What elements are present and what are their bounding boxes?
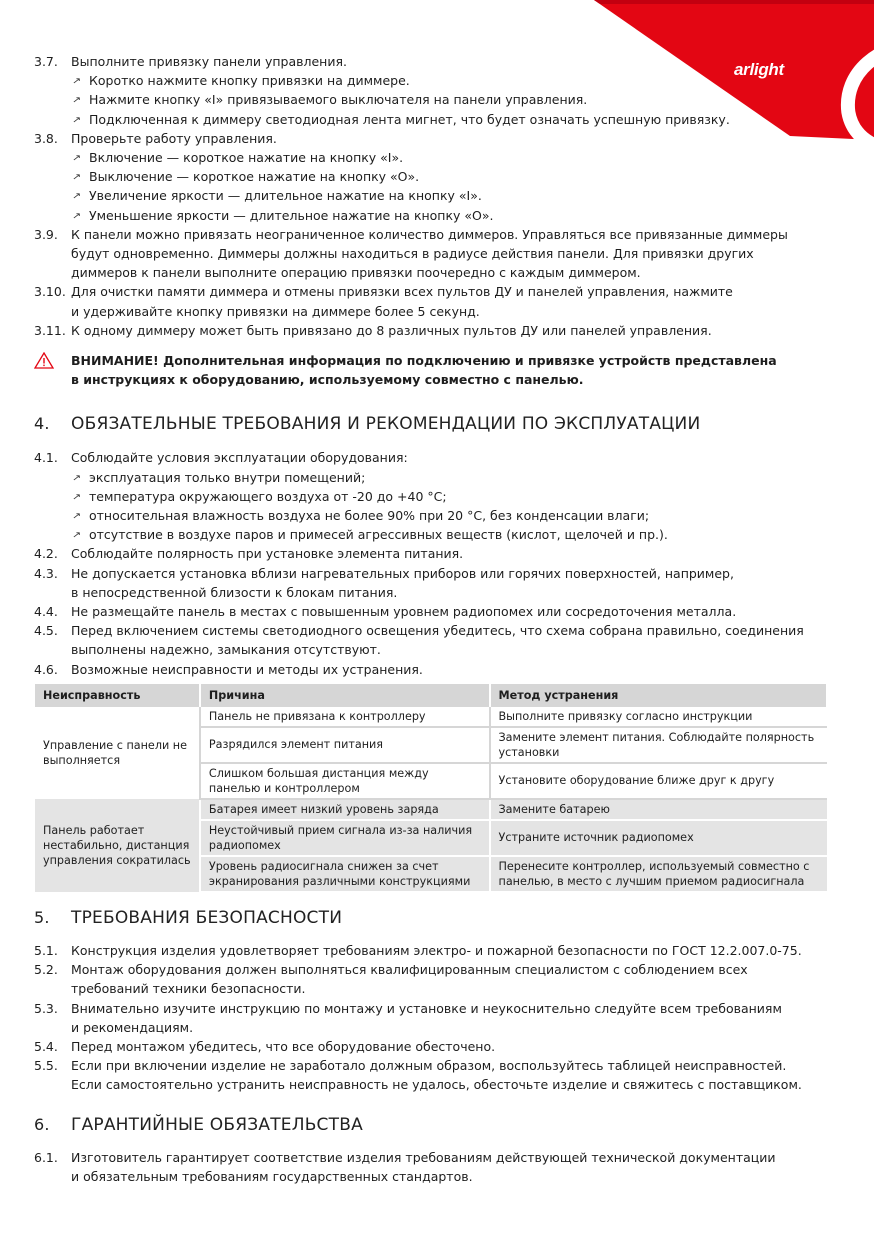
item-text: и рекомендациям. <box>71 1019 194 1035</box>
item-number <box>34 302 71 321</box>
item-number: 5.2. <box>34 962 58 978</box>
warning-line: в инструкциях к оборудованию, используемому совместно с панелью. <box>71 372 584 388</box>
item-number: 4.3. <box>34 565 58 581</box>
list-item <box>34 660 834 679</box>
item-number <box>34 1075 71 1094</box>
item-number: 4.1. <box>34 450 58 466</box>
list-item <box>34 1056 834 1075</box>
list-item <box>34 302 834 321</box>
item-number: 4.2. <box>34 546 58 562</box>
bullet-text: температура окружающего воздуха от -20 до +40 °C; <box>89 488 447 504</box>
item-number <box>34 1167 71 1186</box>
list-item <box>34 129 834 148</box>
malfunction-cell: Управление с панели не выполняется <box>35 707 200 799</box>
list-item <box>34 1167 834 1186</box>
bullet-item <box>34 167 834 186</box>
list-item <box>34 321 834 340</box>
item-number <box>34 583 71 602</box>
item-text: будут одновременно. Диммеры должны находиться в радиусе действия панели. Для привязки других <box>71 246 754 262</box>
warning-text <box>71 351 834 389</box>
list-item <box>34 52 834 71</box>
item-text: Соблюдайте условия эксплуатации оборудования: <box>71 450 408 466</box>
bullet-item <box>34 186 834 205</box>
item-text: Если самостоятельно устранить неисправность не удалось, обесточьте изделие и свяжитесь с поставщиком. <box>71 1077 802 1093</box>
item-text: Перед монтажом убедитесь, что все оборудование обесточено. <box>71 1038 496 1054</box>
remedy-cell: Перенесите контроллер, используемый совместно с панелью, в место с лучшим приемом радиосигнала <box>490 856 828 892</box>
warning-triangle-icon <box>34 351 71 389</box>
list-item <box>34 448 834 467</box>
arrow-bullet-icon: ↗ <box>72 171 82 182</box>
table-header-row <box>35 684 827 707</box>
item-text: Соблюдайте полярность при установке элемента питания. <box>71 546 464 562</box>
section-heading <box>34 1114 834 1136</box>
bullet-text: Подключенная к диммеру светодиодная лента мигнет, что будет означать успешную привязку. <box>89 111 730 127</box>
fault-table <box>35 684 828 893</box>
cause-cell: Панель не привязана к контроллеру <box>200 707 490 727</box>
cause-cell: Слишком большая дистанция между панелью и контроллером <box>200 763 490 799</box>
bullet-text: Включение — короткое нажатие на кнопку «I». <box>89 150 404 166</box>
arrow-bullet-icon: ↗ <box>72 471 82 483</box>
malfunction-cell: Панель работает нестабильно, дистанция управления сократилась <box>35 799 200 892</box>
item-number <box>34 979 71 998</box>
item-text: Внимательно изучите инструкцию по монтажу и установке и неукоснительно следуйте всем требованиям <box>71 1000 782 1016</box>
item-text: требований техники безопасности. <box>71 981 306 997</box>
bullet-item <box>34 90 834 109</box>
cause-cell: Неустойчивый прием сигнала из-за наличия радиопомех <box>200 820 490 856</box>
bullet-item <box>34 468 834 487</box>
section-title: ТРЕБОВАНИЯ БЕЗОПАСНОСТИ <box>71 907 343 928</box>
list-item <box>34 1018 834 1037</box>
bullet-text: отсутствие в воздухе паров и примесей агрессивных веществ (кислот, щелочей и пр.). <box>89 527 668 543</box>
list-item <box>34 1075 834 1094</box>
remedy-cell: Установите оборудование ближе друг к другу <box>490 763 828 799</box>
arrow-bullet-icon: ↗ <box>72 209 82 221</box>
warning-note <box>34 351 834 389</box>
item-number: 4.4. <box>34 604 58 620</box>
item-number: 3.9. <box>34 226 58 242</box>
list-item <box>34 979 834 998</box>
cause-cell: Уровень радиосигнала снижен за счет экранирования различными конструкциями <box>200 856 490 892</box>
list-item <box>34 583 834 602</box>
bullet-text: Нажмите кнопку «I» привязываемого выключателя на панели управления. <box>89 92 588 108</box>
bullet-text: Коротко нажмите кнопку привязки на диммере. <box>89 73 410 89</box>
item-text: Проверьте работу управления. <box>71 130 277 146</box>
item-number: 5.4. <box>34 1038 58 1054</box>
arrow-bullet-icon: ↗ <box>72 152 82 163</box>
section-heading <box>34 907 834 929</box>
list-item <box>34 640 834 659</box>
cause-cell: Разрядился элемент питания <box>200 727 490 763</box>
item-text: Не допускается установка вблизи нагревательных приборов или горячих поверхностей, например, <box>71 565 734 581</box>
warning-line: ВНИМАНИЕ! Дополнительная информация по подключению и привязке устройств представлена <box>71 353 777 369</box>
item-number: 3.8. <box>34 130 58 146</box>
bullet-item <box>34 487 834 506</box>
item-number <box>34 244 71 263</box>
item-text: Если при включении изделие не заработало должным образом, воспользуйтесь таблицей неисправностей. <box>71 1058 787 1074</box>
item-text: К панели можно привязать неограниченное количество диммеров. Управляться все привязанные диммеры <box>71 226 788 242</box>
item-number <box>34 640 71 659</box>
item-number: 4.5. <box>34 623 58 639</box>
item-text: и удерживайте кнопку привязки на диммере более 5 секунд. <box>71 303 480 319</box>
bullet-text: Увеличение яркости — длительное нажатие на кнопку «I». <box>89 188 482 204</box>
list-item <box>34 941 834 960</box>
item-text: и обязательным требованиям государственных стандартов. <box>71 1168 473 1184</box>
column-header: Метод устранения <box>490 684 828 707</box>
table-row <box>35 799 827 820</box>
brand-logo: arlight <box>734 60 784 79</box>
item-number: 5.1. <box>34 942 58 958</box>
item-text: Не размещайте панель в местах с повышенным уровнем радиопомех или сосредоточения металла. <box>71 604 737 620</box>
list-item <box>34 999 834 1018</box>
item-text: выполнены надежно, замыкания отсутствуют. <box>71 642 381 658</box>
arrow-bullet-icon: ↗ <box>72 190 82 202</box>
item-number: 6.1. <box>34 1149 58 1165</box>
arrow-bullet-icon: ↗ <box>72 94 82 106</box>
bullet-item <box>34 148 834 167</box>
bullet-text: Выключение — короткое нажатие на кнопку «O». <box>89 169 420 185</box>
bullet-item <box>34 506 834 525</box>
section-heading <box>34 413 834 435</box>
section-number: 6. <box>34 1114 50 1134</box>
bullet-item <box>34 525 834 544</box>
remedy-cell: Выполните привязку согласно инструкции <box>490 707 828 727</box>
list-item <box>34 282 834 301</box>
list-item <box>34 1037 834 1056</box>
item-text: Для очистки памяти диммера и отмены привязки всех пультов ДУ и панелей управления, нажмите <box>71 284 733 300</box>
arrow-bullet-icon: ↗ <box>72 510 82 521</box>
list-item <box>34 244 834 263</box>
list-item <box>34 602 834 621</box>
cause-cell: Батарея имеет низкий уровень заряда <box>200 799 490 820</box>
bullet-text: относительная влажность воздуха не более 90% при 20 °C, без конденсации влаги; <box>89 508 650 524</box>
bullet-item <box>34 71 834 90</box>
item-text: Изготовитель гарантирует соответствие изделия требованиям действующей технической документации <box>71 1149 776 1165</box>
item-text: К одному диммеру может быть привязано до 8 различных пультов ДУ или панелей управления. <box>71 322 712 338</box>
list-item <box>34 1148 834 1167</box>
item-text: в непосредственной близости к блокам питания. <box>71 584 398 600</box>
column-header: Неисправность <box>35 684 200 707</box>
list-item <box>34 621 834 640</box>
arrow-bullet-icon: ↗ <box>72 113 82 125</box>
section-number: 4. <box>34 414 50 434</box>
list-item <box>34 960 834 979</box>
item-number <box>34 263 71 282</box>
list-item <box>34 225 834 244</box>
document-content <box>34 52 834 1186</box>
item-number: 3.11. <box>34 322 66 338</box>
item-text: Конструкция изделия удовлетворяет требованиям электро- и пожарной безопасности по ГОСТ 12.2.007.0-75. <box>71 942 802 958</box>
remedy-cell: Устраните источник радиопомех <box>490 820 828 856</box>
list-item <box>34 544 834 563</box>
bullet-item <box>34 206 834 225</box>
table-row <box>35 707 827 727</box>
bullet-item <box>34 110 834 129</box>
bullet-text: эксплуатация только внутри помещений; <box>89 469 366 485</box>
item-number: 4.6. <box>34 661 58 677</box>
arrow-bullet-icon: ↗ <box>72 491 82 502</box>
section-title: ГАРАНТИЙНЫЕ ОБЯЗАТЕЛЬСТВА <box>71 1114 363 1135</box>
item-text: Перед включением системы светодиодного освещения убедитесь, что схема собрана правильно, соединения <box>71 623 804 639</box>
item-number <box>34 1018 71 1037</box>
item-text: Выполните привязку панели управления. <box>71 54 347 69</box>
arrow-bullet-icon: ↗ <box>72 529 82 540</box>
item-number: 3.10. <box>34 284 66 300</box>
item-text: Возможные неисправности и методы их устранения. <box>71 661 423 677</box>
list-item <box>34 263 834 282</box>
section-title: ОБЯЗАТЕЛЬНЫЕ ТРЕБОВАНИЯ И РЕКОМЕНДАЦИИ ПО ЭКСПЛУАТАЦИИ <box>71 414 701 435</box>
item-number: 3.7. <box>34 54 58 69</box>
arrow-bullet-icon: ↗ <box>72 75 82 86</box>
item-number: 5.3. <box>34 1000 58 1016</box>
item-number: 5.5. <box>34 1058 58 1074</box>
remedy-cell: Замените батарею <box>490 799 828 820</box>
bullet-text: Уменьшение яркости — длительное нажатие на кнопку «O». <box>89 207 494 223</box>
list-item <box>34 564 834 583</box>
item-text: Монтаж оборудования должен выполняться квалифицированным специалистом с соблюдением всех <box>71 962 748 978</box>
item-text: диммеров к панели выполните операцию привязки поочередно с каждым диммером. <box>71 265 641 281</box>
section-number: 5. <box>34 907 50 927</box>
column-header: Причина <box>200 684 490 707</box>
remedy-cell: Замените элемент питания. Соблюдайте полярность установки <box>490 727 828 763</box>
